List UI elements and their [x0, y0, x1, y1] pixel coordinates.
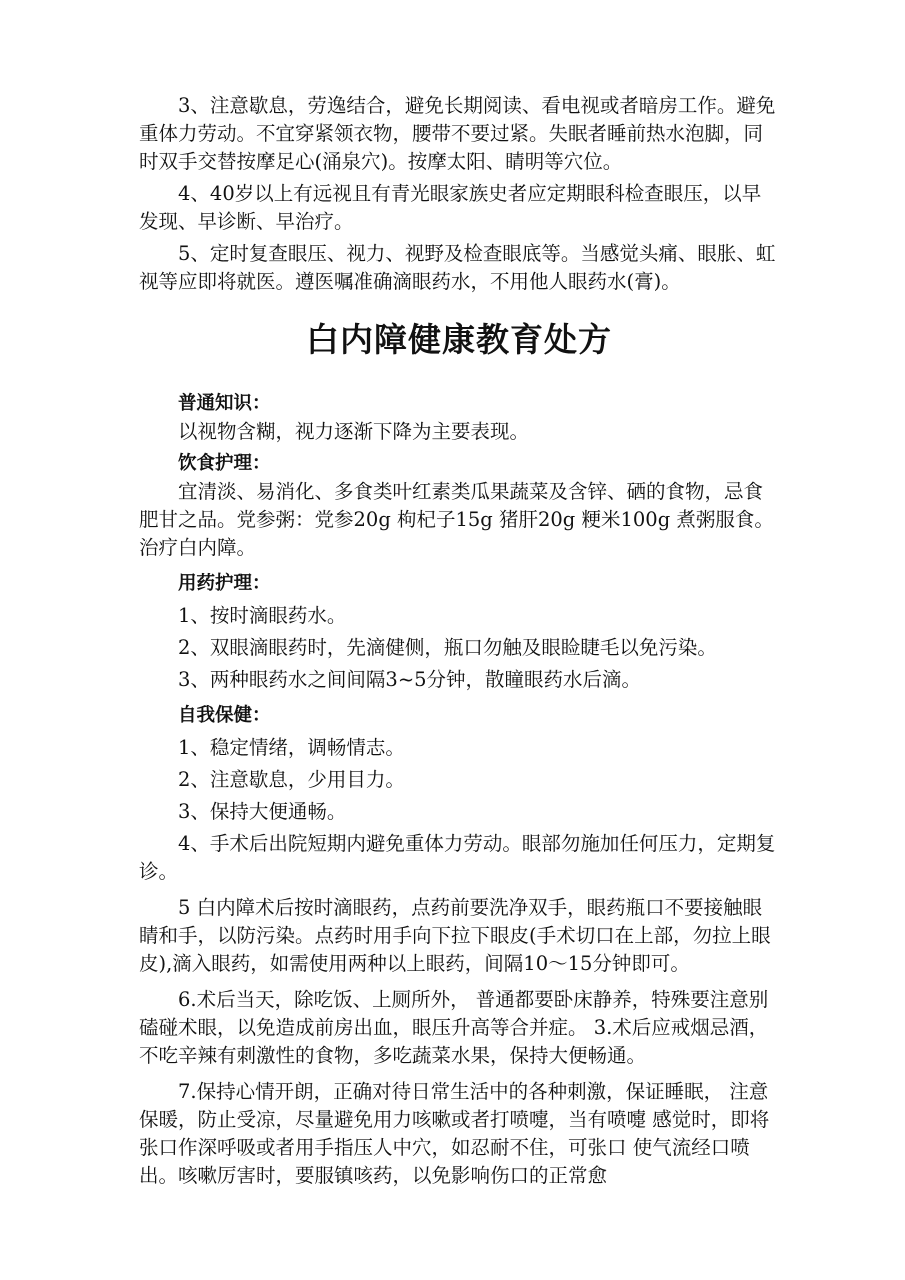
glaucoma-advice-5: 5、定时复查眼压、视力、视野及检查眼底等。当感觉头痛、眼胀、虹视等应即将就医。遵医嘱准确滴眼药水，不用他人眼药水(膏)。 — [139, 242, 776, 293]
medication-care-heading: 用药护理： — [178, 573, 271, 594]
self-care-item-1: 1、稳定情绪，调畅情志。 — [178, 736, 405, 759]
self-care-item-4: 4、手术后出院短期内避免重体力劳动。眼部勿施加任何压力，定期复诊。 — [139, 832, 776, 883]
self-care-item-2: 2、注意歇息，少用目力。 — [178, 768, 405, 791]
section-title: 白内障健康教育处方 — [306, 320, 612, 359]
general-knowledge-heading: 普通知识： — [178, 393, 271, 414]
self-care-item-3: 3、保持大便通畅。 — [178, 800, 347, 823]
self-care-item-5: 5 白内障术后按时滴眼药，点药前要洗净双手，眼药瓶口不要接触眼睛和手，以防污染。点药时用手向下拉下眼皮(手术切口在上部，勿拉上眼皮),滴入眼药，如需使用两种以上眼药，间隔10～15分钟即可。 — [139, 896, 771, 975]
document-body — [139, 92, 779, 1190]
general-knowledge-text: 以视物含糊，视力逐渐下降为主要表现。 — [178, 420, 530, 443]
glaucoma-advice-4: 4、40岁以上有远视且有青光眼家族史者应定期眼科检查眼压，以早发现、早诊断、早治疗。 — [139, 182, 762, 233]
self-care-item-6: 6.术后当天，除吃饭、上厕所外， 普通都要卧床静养，特殊要注意别磕碰术眼，以免造成前房出血，眼压升高等合并症。 3.术后应戒烟忌酒，不吃辛辣有刺激性的食物，多吃蔬菜水果，保持大便畅通。 — [139, 988, 769, 1067]
medication-item-2: 2、双眼滴眼药时，先滴健侧，瓶口勿触及眼睑睫毛以免污染。 — [178, 636, 717, 659]
self-care-item-7: 7.保持心情开朗，正确对待日常生活中的各种刺激，保证睡眠， 注意保暖，防止受凉，尽量避免用力咳嗽或者打喷嚏，当有喷嚏 感觉时，即将张口作深呼吸或者用手指压人中穴，如忍耐不住，可张口 使气流经口喷出。咳嗽厉害时，要服镇咳药，以免影响伤口的正常愈 — [139, 1080, 770, 1187]
medication-item-3: 3、两种眼药水之间间隔3~5分钟，散瞳眼药水后滴。 — [178, 668, 642, 691]
self-care-heading: 自我保健： — [178, 705, 271, 726]
diet-care-heading: 饮食护理： — [178, 453, 271, 474]
medication-item-1: 1、按时滴眼药水。 — [178, 604, 347, 627]
glaucoma-advice-3: 3、注意歇息，劳逸结合，避免长期阅读、看电视或者暗房工作。避免重体力劳动。不宜穿紧领衣物，腰带不要过紧。失眠者睡前热水泡脚，同时双手交替按摩足心(涌泉穴)。按摩太阳、睛明等穴位。 — [139, 94, 776, 173]
diet-care-text: 宜清淡、易消化、多食类叶红素类瓜果蔬菜及含锌、硒的食物，忌食肥甘之品。党参粥：党参20g 枸杞子15g 猪肝20g 粳米100g 煮粥服食。治疗白内障。 — [139, 480, 774, 559]
